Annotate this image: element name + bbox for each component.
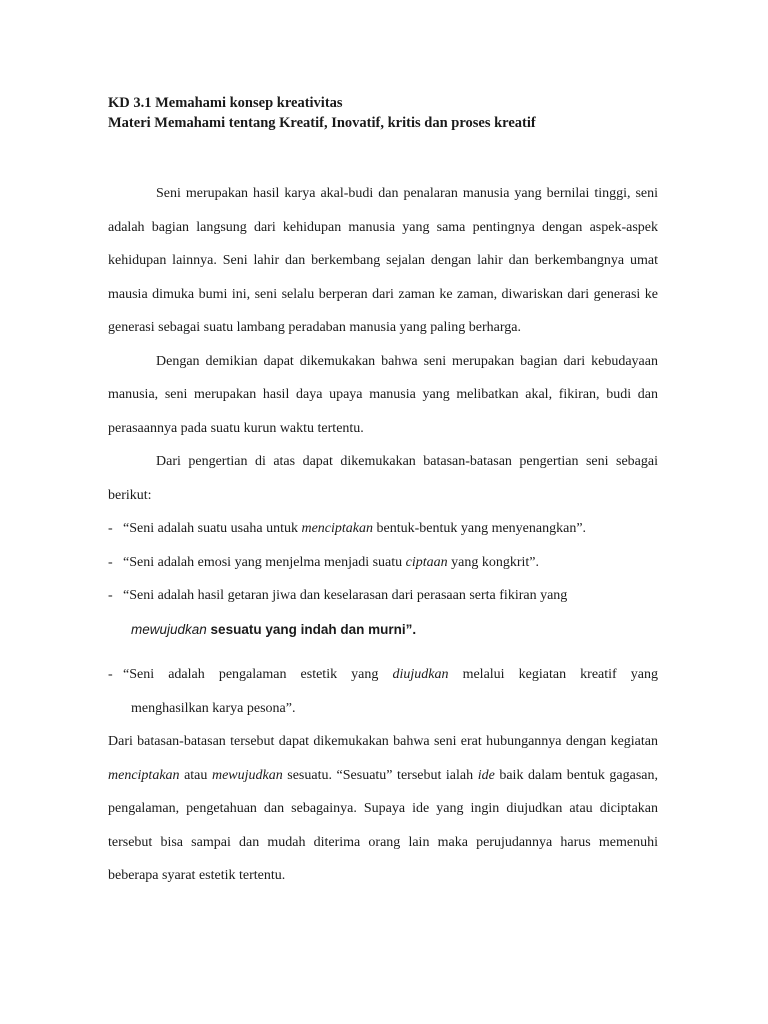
bullet-4-line-2: menghasilkan karya pesona”. bbox=[131, 700, 296, 716]
closing-emphasis-2: mewujudkan bbox=[211, 767, 283, 783]
bullet-4-text-a: “Seni adalah pengalaman estetik yang bbox=[123, 667, 393, 682]
closing-text-1: Dari batasan-batasan tersebut dapat dikemukakan bahwa seni erat hubungannya dengan kegiatan bbox=[108, 734, 658, 749]
bullet-dash: - bbox=[108, 521, 113, 536]
bullet-text bbox=[123, 512, 658, 546]
closing-paragraph bbox=[108, 725, 658, 893]
bullet-3-line-2 bbox=[123, 613, 658, 647]
bullet-text bbox=[123, 579, 658, 646]
bullet-1-text-a: “Seni adalah suatu usaha untuk bbox=[123, 521, 302, 536]
bullet-2-text-b: yang kongkrit”. bbox=[447, 554, 540, 570]
spacer bbox=[108, 646, 658, 658]
bullet-1-emphasis: menciptakan bbox=[301, 521, 373, 536]
paragraph-2: Dengan demikian dapat dikemukakan bahwa seni merupakan bagian dari kebudayaan manusia, seni merupakan hasil daya upaya manusia yang melibatkan akal, fikiran, budi dan perasaannya pada suatu kurun waktu tertentu. bbox=[108, 353, 658, 436]
heading-line-1: KD 3.1 Memahami konsep kreativitas bbox=[108, 95, 343, 111]
bullet-item-4 bbox=[108, 658, 658, 725]
paragraph-3: Dari pengertian di atas dapat dikemukakan batasan-batasan pengertian seni sebagai berikut: bbox=[108, 454, 658, 503]
closing-text-3: sesuatu. “Sesuatu” tersebut ialah bbox=[282, 767, 478, 783]
closing-text-2: atau bbox=[179, 767, 212, 783]
bullet-2-text-a: “Seni adalah emosi yang menjelma menjadi suatu bbox=[123, 554, 406, 570]
bullet-4-line-1 bbox=[123, 658, 658, 692]
bullet-4-text-b: melalui kegiatan kreatif yang bbox=[448, 667, 658, 682]
closing-emphasis-3: ide bbox=[477, 767, 495, 783]
bullet-item-2 bbox=[108, 546, 658, 580]
closing-emphasis-1: menciptakan bbox=[108, 767, 180, 783]
bullet-dash: - bbox=[108, 554, 113, 570]
bullet-3-line-1: “Seni adalah hasil getaran jiwa dan keselarasan dari perasaan serta fikiran yang bbox=[123, 588, 568, 603]
bullet-3-emphasis: mewujudkan bbox=[131, 621, 207, 637]
bullet-text bbox=[123, 658, 658, 725]
bullet-4-emphasis: diujudkan bbox=[392, 667, 449, 682]
closing-text-4: baik dalam bentuk gagasan, pengalaman, pengetahuan dan sebagainya. Supaya ide yang ingin diujudkan atau diciptakan tersebut bisa sampai dan mudah diterima orang lain maka perujudannya harus memenuhi beberapa syarat estetik tertentu. bbox=[108, 767, 658, 883]
bullet-3-text-b: sesuatu yang indah dan murni”. bbox=[206, 621, 417, 637]
document-body bbox=[108, 177, 658, 893]
paragraph-1: Seni merupakan hasil karya akal-budi dan penalaran manusia yang bernilai tinggi, seni adalah bagian langsung dari kehidupan manusia yang sama pentingnya dengan aspek-aspek kehidupan lainnya. Seni lahir dan berkembang sejalan dengan lahir dan berkembangnya umat mausia dimuka bumi ini, seni selalu berperan dari zaman ke zaman, diwariskan dari generasi ke generasi sebagai suatu lambang peradaban manusia yang paling berharga. bbox=[108, 186, 658, 335]
bullet-2-emphasis: ciptaan bbox=[405, 554, 448, 570]
bullet-dash: - bbox=[108, 588, 113, 603]
heading-line-2: Materi Memahami tentang Kreatif, Inovatif, kritis dan proses kreatif bbox=[108, 115, 536, 131]
bullet-1-text-b: bentuk-bentuk yang menyenangkan”. bbox=[372, 521, 587, 536]
bullet-item-3 bbox=[108, 579, 658, 646]
bullet-item-1 bbox=[108, 512, 658, 546]
document-page bbox=[108, 93, 658, 893]
bullet-text bbox=[123, 546, 658, 580]
bullet-dash: - bbox=[108, 667, 113, 682]
